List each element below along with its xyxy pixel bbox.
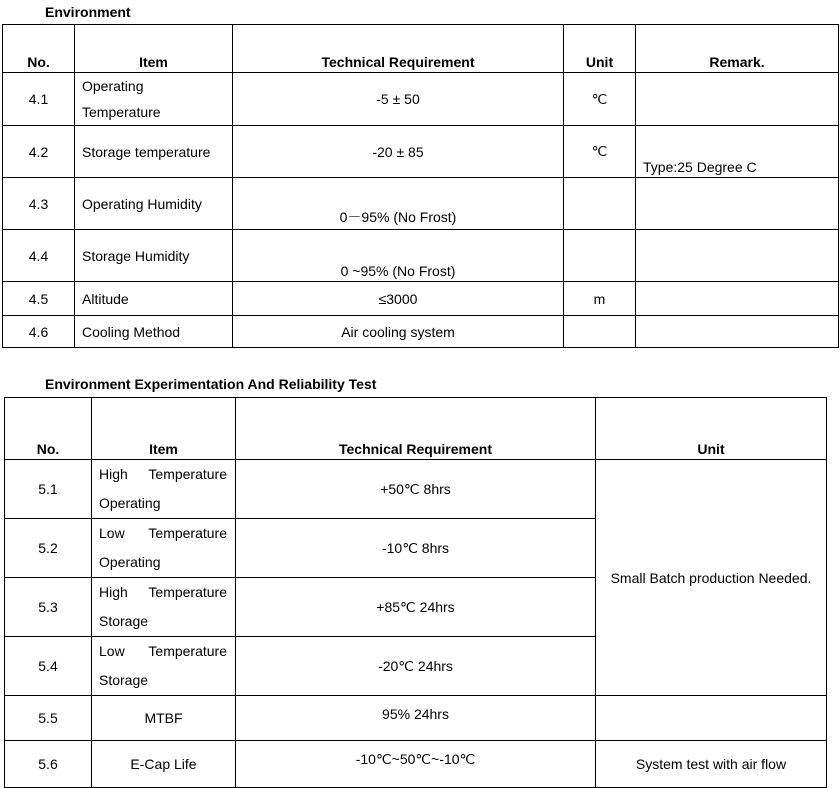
table-row [3, 126, 839, 178]
item-word: Low [99, 643, 125, 659]
item-word: Temperature [148, 525, 227, 541]
row-unit-merged: Small Batch production Needed. [596, 460, 827, 696]
item-word: High [99, 466, 128, 482]
row-requirement: 0－95% (No Frost) [233, 178, 564, 230]
row-item: Altitude [75, 282, 233, 316]
row-requirement: -10℃ 8hrs [236, 519, 596, 578]
row-remark-empty [636, 178, 839, 230]
row-unit-empty [596, 696, 827, 741]
header-technical-requirement: Technical Requirement [233, 25, 564, 73]
row-item [75, 73, 233, 126]
item-word: Low [99, 525, 125, 541]
table-row [3, 73, 839, 126]
row-no: 5.3 [5, 578, 92, 637]
row-remark-empty [636, 282, 839, 316]
item-word: Temperature [148, 643, 227, 659]
row-requirement: 0 ~95% (No Frost) [233, 230, 564, 282]
table-row [3, 178, 839, 230]
item-word: Operating [99, 495, 161, 511]
row-item [92, 519, 236, 578]
table-header-row [5, 398, 827, 460]
header-unit: Unit [596, 398, 827, 460]
row-requirement: 95% 24hrs [236, 696, 596, 741]
row-unit [564, 178, 636, 230]
header-no: No. [5, 398, 92, 460]
row-requirement: +85℃ 24hrs [236, 578, 596, 637]
table-row [3, 282, 839, 316]
row-item: Storage Humidity [75, 230, 233, 282]
row-requirement: Air cooling system [233, 316, 564, 348]
row-requirement: -10℃~50℃~-10℃ [236, 741, 596, 788]
table-row [5, 460, 827, 519]
row-remark-empty [636, 316, 839, 348]
row-requirement: -20℃ 24hrs [236, 637, 596, 696]
row-no: 4.3 [3, 178, 75, 230]
row-no: 4.6 [3, 316, 75, 348]
section-title-reliability: Environment Experimentation And Reliability Test [45, 376, 377, 392]
row-requirement: ≤3000 [233, 282, 564, 316]
table-row [3, 316, 839, 348]
row-no: 4.1 [3, 73, 75, 126]
row-unit: m [564, 282, 636, 316]
row-item: Operating Humidity [75, 178, 233, 230]
item-word: Storage [99, 672, 149, 688]
table-row [5, 741, 827, 788]
row-unit: System test with air flow [596, 741, 827, 788]
row-no: 5.5 [5, 696, 92, 741]
row-no: 4.5 [3, 282, 75, 316]
item-word: High [99, 584, 128, 600]
row-remark: Type:25 Degree C [636, 126, 839, 178]
row-item: Cooling Method [75, 316, 233, 348]
row-unit: ℃ [564, 126, 636, 178]
row-requirement: -5 ± 50 [233, 73, 564, 126]
table-row [3, 230, 839, 282]
reliability-test-table [4, 397, 827, 788]
row-no: 4.2 [3, 126, 75, 178]
row-no: 5.1 [5, 460, 92, 519]
header-unit: Unit [564, 25, 636, 73]
header-technical-requirement: Technical Requirement [236, 398, 596, 460]
row-requirement: -20 ± 85 [233, 126, 564, 178]
table-header-row [3, 25, 839, 73]
header-item: Item [92, 398, 236, 460]
item-line: Operating [82, 78, 144, 94]
item-line: Temperature [82, 104, 161, 120]
row-no: 5.2 [5, 519, 92, 578]
row-remark-empty [636, 230, 839, 282]
environment-table [2, 24, 839, 348]
header-item: Item [75, 25, 233, 73]
row-item: Storage temperature [75, 126, 233, 178]
row-item [92, 637, 236, 696]
row-no: 5.4 [5, 637, 92, 696]
section-title-environment: Environment [45, 4, 131, 20]
row-remark-empty [636, 73, 839, 126]
row-requirement: +50℃ 8hrs [236, 460, 596, 519]
row-unit [564, 230, 636, 282]
row-item: E-Cap Life [92, 741, 236, 788]
row-item [92, 578, 236, 637]
item-word: Temperature [148, 584, 227, 600]
row-unit [564, 316, 636, 348]
header-no: No. [3, 25, 75, 73]
item-word: Operating [99, 554, 161, 570]
row-item [92, 460, 236, 519]
row-no: 5.6 [5, 741, 92, 788]
row-unit: ℃ [564, 73, 636, 126]
item-word: Temperature [148, 466, 227, 482]
table-row [5, 696, 827, 741]
header-remark: Remark. [636, 25, 839, 73]
row-item: MTBF [92, 696, 236, 741]
item-word: Storage [99, 613, 149, 629]
row-no: 4.4 [3, 230, 75, 282]
